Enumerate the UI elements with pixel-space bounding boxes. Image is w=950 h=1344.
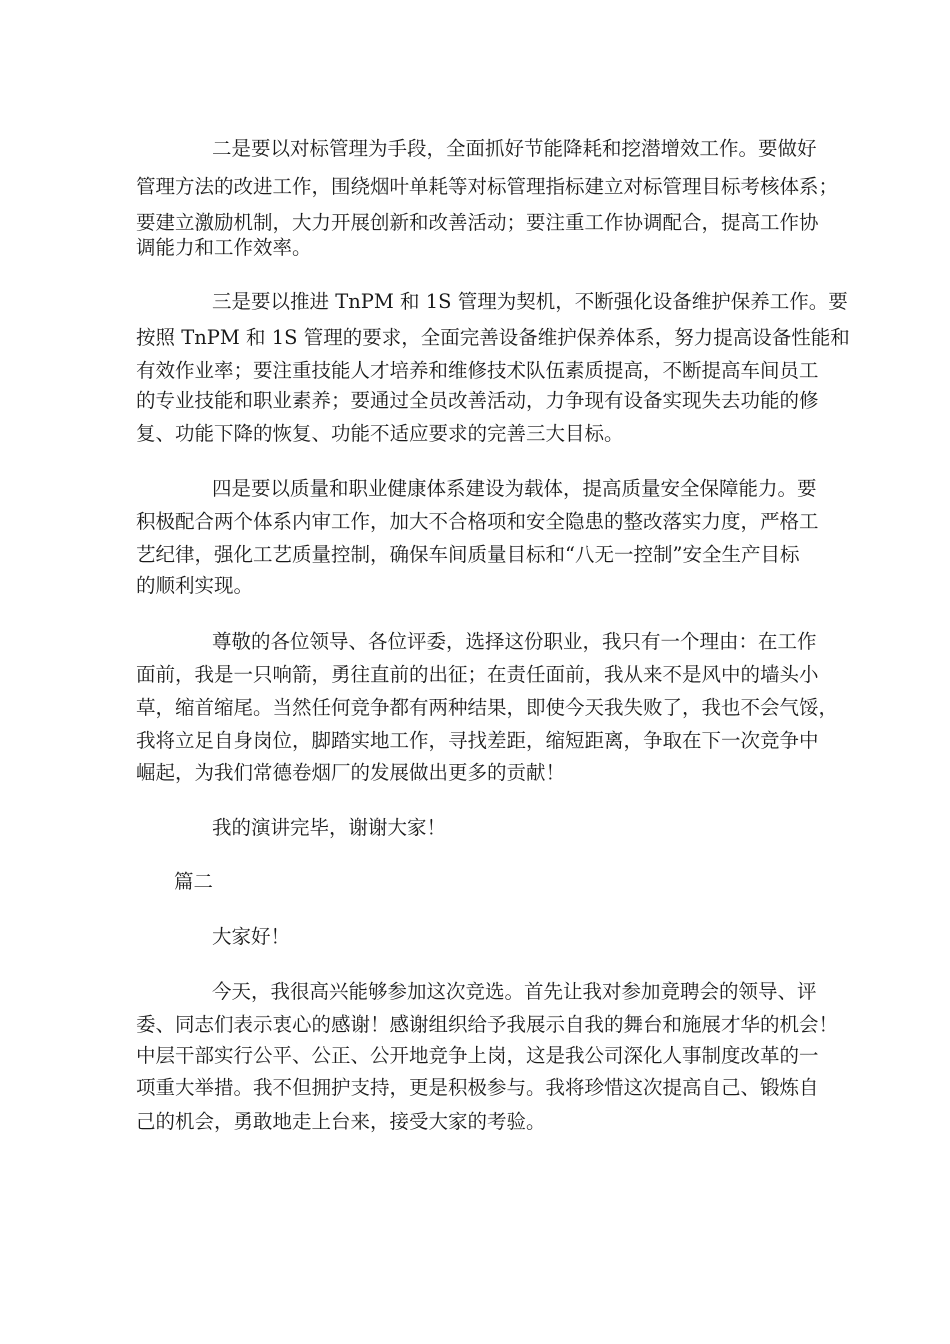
paragraph-line: 委、同志们表示衷心的感谢！感谢组织给予我展示自我的舞台和施展才华的机会！ — [136, 1013, 839, 1036]
paragraph-line: 的专业技能和职业素养；要通过全员改善活动，力争现有设备实现失去功能的修 — [136, 389, 819, 412]
paragraph-line: 面前，我是一只响箭，勇往直前的出征；在责任面前，我从来不是风中的墙头小 — [136, 663, 819, 686]
paragraph-line: 己的机会，勇敢地走上台来，接受大家的考验。 — [136, 1110, 546, 1133]
paragraph-line: 按照 TnPM 和 1S 管理的要求，全面完善设备维护保养体系，努力提高设备性能和 — [136, 326, 850, 349]
paragraph-line: 要建立激励机制，大力开展创新和改善活动；要注重工作协调配合，提高工作协 — [136, 211, 819, 234]
paragraph-line: 管理方法的改进工作，围绕烟叶单耗等对标管理指标建立对标管理目标考核体系； — [136, 175, 839, 198]
section-heading: 篇二 — [174, 870, 214, 893]
paragraph-line: 我将立足自身岗位，脚踏实地工作，寻找差距，缩短距离，争取在下一次竞争中 — [136, 729, 819, 752]
greeting-line: 大家好！ — [212, 925, 291, 948]
paragraph-line: 有效作业率；要注重技能人才培养和维修技术队伍素质提高，不断提高车间员工 — [136, 359, 819, 382]
paragraph-line: 项重大举措。我不但拥护支持，更是积极参与。我将珍惜这次提高自己、锻炼自 — [136, 1076, 819, 1099]
paragraph-line: 二是要以对标管理为手段，全面抓好节能降耗和挖潜增效工作。要做好 — [212, 137, 817, 160]
paragraph-line: 积极配合两个体系内审工作，加大不合格项和安全隐患的整改落实力度，严格工 — [136, 510, 819, 533]
closing-line: 我的演讲完毕，谢谢大家！ — [212, 816, 447, 839]
paragraph-line: 崛起，为我们常德卷烟厂的发展做出更多的贡献！ — [136, 761, 566, 784]
paragraph-line: 艺纪律，强化工艺质量控制，确保车间质量目标和“八无一控制”安全生产目标 — [136, 543, 800, 566]
paragraph-line: 四是要以质量和职业健康体系建设为载体，提高质量安全保障能力。要 — [212, 477, 817, 500]
paragraph-line: 复、功能下降的恢复、功能不适应要求的完善三大目标。 — [136, 422, 624, 445]
paragraph-line: 三是要以推进 TnPM 和 1S 管理为契机，不断强化设备维护保养工作。要 — [212, 290, 848, 313]
paragraph-line: 尊敬的各位领导、各位评委，选择这份职业，我只有一个理由：在工作 — [212, 630, 817, 653]
paragraph-line: 今天，我很高兴能够参加这次竞选。首先让我对参加竟聘会的领导、评 — [212, 980, 817, 1003]
paragraph-line: 中层干部实行公平、公正、公开地竞争上岗，这是我公司深化人事制度改革的一 — [136, 1044, 819, 1067]
paragraph-line: 的顺利实现。 — [136, 574, 254, 597]
paragraph-line: 草，缩首缩尾。当然任何竞争都有两种结果，即使今天我失败了，我也不会气馁， — [136, 696, 839, 719]
paragraph-line: 调能力和工作效率。 — [136, 236, 312, 259]
